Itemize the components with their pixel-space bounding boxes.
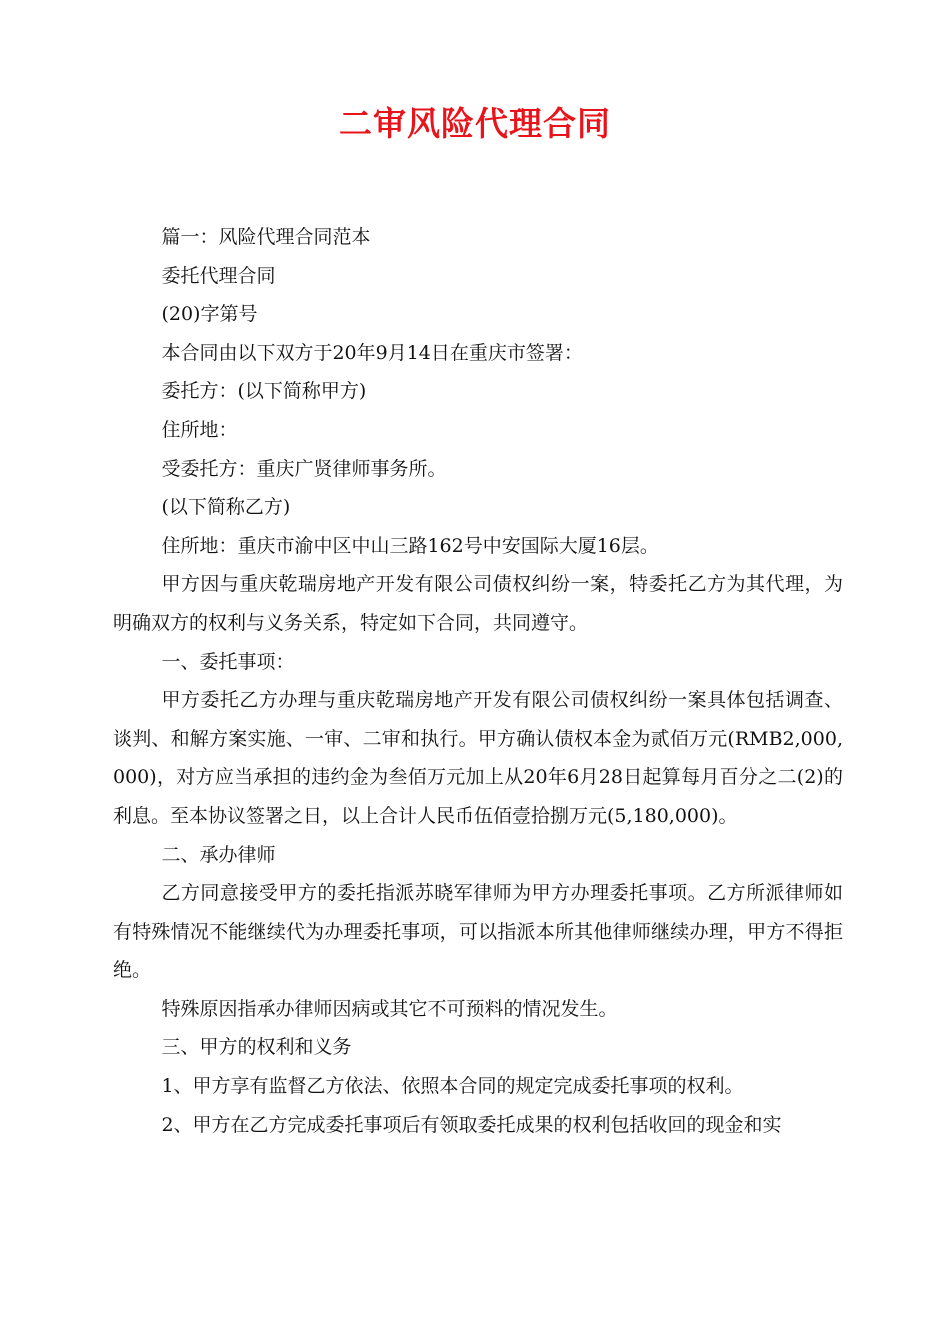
paragraph: 住所地：重庆市渝中区中山三路162号中安国际大厦16层。 [161,534,659,557]
paragraph: 委托方：(以下简称甲方) [161,380,367,403]
paragraph: (以下简称乙方) [161,496,291,519]
paragraph: (20)字第号 [161,303,258,326]
paragraph: 受委托方：重庆广贤律师事务所。 [161,457,447,480]
paragraph: 甲方因与重庆乾瑞房地产开发有限公司债权纠纷一案，特委托乙方为其代理，为明确双方的权利与义务关系，特定如下合同，共同遵守。 [113,573,843,634]
section-heading: 一、委托事项： [161,650,295,673]
paragraph: 委托代理合同 [161,264,276,287]
document-title: 二审风险代理合同 [339,104,611,143]
paragraph: 住所地： [161,418,238,441]
section-heading: 三、甲方的权利和义务 [161,1036,352,1059]
paragraph: 本合同由以下双方于20年9月14日在重庆市签署： [161,341,583,364]
paragraph: 乙方同意接受甲方的委托指派苏晓军律师为甲方办理委托事项。乙方所派律师如有特殊情况不能继续代为办理委托事项，可以指派本所其他律师继续办理，甲方不得拒绝。 [113,882,843,982]
section-heading: 二、承办律师 [161,843,276,866]
paragraph: 2、甲方在乙方完成委托事项后有领取委托成果的权利包括收回的现金和实 [161,1113,782,1136]
paragraph: 特殊原因指承办律师因病或其它不可预料的情况发生。 [161,997,618,1020]
paragraph: 1、甲方享有监督乙方依法、依照本合同的规定完成委托事项的权利。 [161,1075,744,1098]
document-body [113,218,843,1144]
paragraph: 甲方委托乙方办理与重庆乾瑞房地产开发有限公司债权纠纷一案具体包括调查、谈判、和解方案实施、一审、二审和执行。甲方确认债权本金为贰佰万元(RMB2,000,000)，对方应当承担的违约金为叁佰万元加上从20年6月28日起算每月百分之二(2)的利息。至本协议签署之日，以上合计人民币伍佰壹拾捌万元(5,180,000)。 [113,689,843,827]
paragraph: 篇一：风险代理合同范本 [161,226,371,248]
